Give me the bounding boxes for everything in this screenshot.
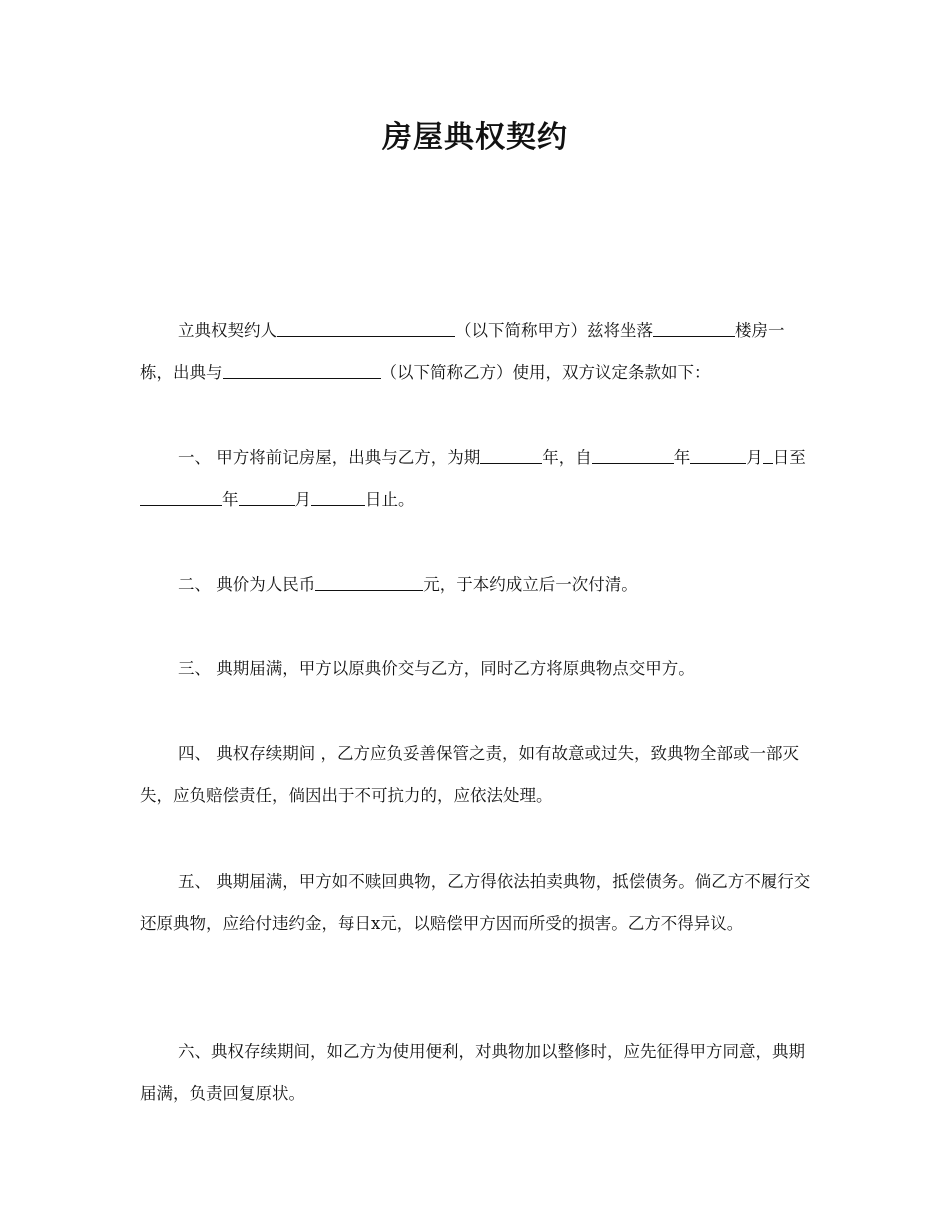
start-day-blank [763,445,773,464]
clause-text: 年，自 [542,448,592,467]
clause-6: 六、典权存续期间，如乙方为使用便利，对典物加以整修时，应先征得甲方同意，典期届满，负责回复原状。 [140,1042,805,1103]
clause-text: 日止。 [365,490,415,509]
start-year-blank [592,445,674,464]
clause-1 [140,437,815,521]
end-day-blank [311,487,365,506]
clause-text: 二、 典价为人民币 [178,575,316,594]
intro-text: （以下简称乙方）使用，双方议定条款如下： [380,363,711,382]
clause-text: 年 [222,490,239,509]
intro-text: 楼房一栋，出典与 [140,321,785,382]
clause-text: 月 [746,448,763,467]
end-year-blank [140,487,222,506]
lessor-name-blank [277,318,455,337]
clause-3: 三、 典期届满，甲方以原典价交与乙方，同时乙方将原典物点交甲方。 [178,659,695,678]
document-title: 房屋典权契约 [382,120,568,155]
intro-paragraph [140,310,815,394]
start-month-blank [690,445,746,464]
term-years-blank [480,445,542,464]
clause-text: 一、 甲方将前记房屋，出典与乙方，为期 [178,448,481,467]
end-month-blank [239,487,295,506]
clause-4: 四、 典权存续期间 ，乙方应负妥善保管之责，如有故意或过失，致典物全部或一部灭失，应负赔偿责任，倘因出于不可抗力的，应依法处理。 [140,744,799,805]
clause-2 [140,564,815,606]
clause-text: 年 [673,448,691,467]
intro-text: （以下简称甲方）兹将坐落 [455,321,653,340]
location-blank [653,318,735,337]
intro-text: 立典权契约人 [178,321,277,340]
clause-text: 日至 [772,448,806,467]
price-blank [315,572,423,591]
clause-text: 元，于本约成立后一次付清。 [423,575,638,594]
clause-5: 五、 典期届满，甲方如不赎回典物，乙方得依法拍卖典物，抵偿债务。倘乙方不履行交还原典物，应给付违约金，每日x元，以赔偿甲方因而所受的损害。乙方不得异议。 [140,872,811,933]
clause-text: 月 [294,490,311,509]
lessee-name-blank [223,360,381,379]
